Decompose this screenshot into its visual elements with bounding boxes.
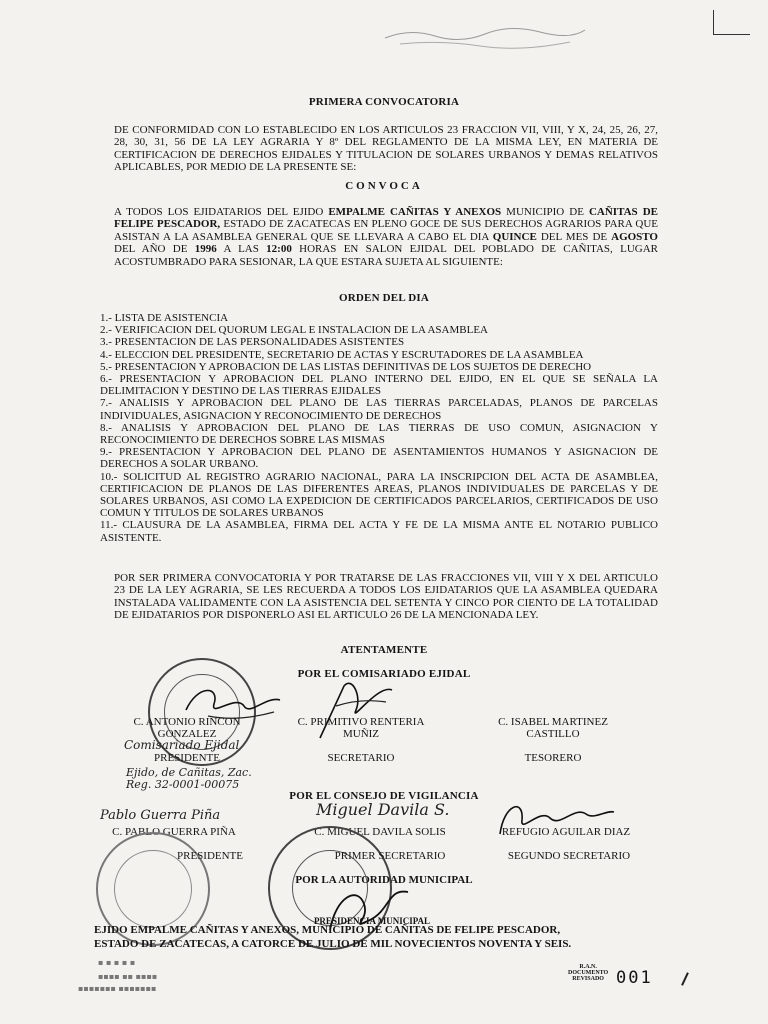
signature-davila: Miguel Davila S. xyxy=(316,800,450,819)
closing-paragraph: POR SER PRIMERA CONVOCATORIA Y POR TRATARSE DE LAS FRACCIONES VII, VIII Y X DEL ARTICULO 23 DE LA LEY AGRARIA, SE LES RECUERDA A TODOS LOS EJIDATARIOS QUE LA ASAMBLEA QUEDARA INSTALADA VALIDAMENTE CON LA ASISTENCIA DEL SETENTA Y CINCO POR CIENTO DE LA TOTALIDAD DE EJIDATARIOS POR DISPONERLO ASI EL ARTICULO 26 DE LA MENCIONADA LEY. xyxy=(114,572,658,622)
agenda-item: 2.- VERIFICACION DEL QUORUM LEGAL E INSTALACION DE LA ASAMBLEA xyxy=(100,324,488,337)
footer-line-2: ESTADO DE ZACATECAS, A CATORCE DE JULIO DE MIL NOVECIENTOS NOVENTA Y SEIS. xyxy=(94,938,572,950)
document-title: PRIMERA CONVOCATORIA xyxy=(308,96,460,108)
agenda-list xyxy=(100,312,658,544)
autoridad-heading: POR LA AUTORIDAD MUNICIPAL xyxy=(295,874,473,886)
orden-heading: ORDEN DEL DIA xyxy=(338,292,429,304)
vigilancia-segundo-secretario-role: SEGUNDO SECRETARIO xyxy=(507,850,631,862)
vigilancia-presidente-name: C. PABLO GUERRA PIÑA xyxy=(112,826,236,838)
signature-guerra: Pablo Guerra Piña xyxy=(100,808,221,823)
footer-line-1: EJIDO EMPALME CAÑITAS Y ANEXOS, MUNICIPIO DE CAÑITAS DE FELIPE PESCADOR, xyxy=(94,924,561,936)
faded-stamp-text-2: ▪▪▪▪ ▪▪ ▪▪▪▪ xyxy=(98,972,158,981)
comisariado-tesorero-role: TESORERO xyxy=(524,752,582,764)
comisariado-presidente-name: C. ANTONIO RINCON GONZALEZ xyxy=(133,716,241,740)
vigilancia-primer-secretario-name: C. MIGUEL DAVILA SOLIS xyxy=(314,826,446,838)
ejido-name: EMPALME CAÑITAS Y ANEXOS xyxy=(328,206,502,218)
meeting-day: QUINCE xyxy=(492,230,537,243)
vigilancia-primer-secretario-role: PRIMER SECRETARIO xyxy=(334,850,446,862)
comisariado-heading: POR EL COMISARIADO EJIDAL xyxy=(297,668,471,680)
stamp-line-2: Ejido, de Cañitas, Zac. xyxy=(126,766,252,779)
agenda-item: 8.- ANALISIS Y APROBACION DEL PLANO DE LAS TIERRAS DE USO COMUN, ASIGNACION Y RECONOCIMIENTO DE DERECHOS SOBRE LAS MISMAS xyxy=(100,421,658,447)
tick-mark xyxy=(681,972,689,986)
agenda-item: 11.- CLAUSURA DE LA ASAMBLEA, FIRMA DEL ACTA Y FE DE LA MISMA ANTE EL NOTARIO PUBLICO ASISTENTE. xyxy=(100,519,658,544)
convocation-body: A TODOS LOS EJIDATARIOS DEL EJIDO EMPALME CAÑITAS Y ANEXOS MUNICIPIO DE CAÑITAS DE FELIPE PESCADOR, ESTADO DE ZACATECAS EN PLENO GOCE DE SUS DERECHOS AGRARIOS PARA QUE ASISTAN A LA ASAMBLEA GENERAL QUE SE LLEVARA A CABO EL DIA QUINCE DEL MES DE AGOSTO DEL AÑO DE 1996 A LAS 12:00 HORAS EN SALON EJIDAL DEL POBLADO DE CAÑITAS, LUGAR ACOSTUMBRADO PARA SESIONAR, LA QUE ESTARA SUJETA AL SIGUIENTE: xyxy=(114,206,658,268)
convoca-heading: CONVOCA xyxy=(345,180,423,192)
vigilancia-presidente-role: PRESIDENTE xyxy=(177,850,243,862)
agenda-item: 5.- PRESENTACION Y APROBACION DE LAS LISTAS DEFINITIVAS DE LOS SUJETOS DE DERECHO xyxy=(100,360,592,373)
agenda-item: 10.- SOLICITUD AL REGISTRO AGRARIO NACIONAL, PARA LA INSCRIPCION DEL ACTA DE ASAMBLEA, CERTIFICACION DE PLANOS DE LAS DIFERENTES AREAS, PLANOS INDIVIDUALES DE PARCELAS Y DE SOLARES URBANOS, ASI COMO LA EXPEDICION DE CERTIFICADOS PARCELARIOS, CERTIFICADOS DE USO COMUN Y TITULOS DE SOLARES URBANOS xyxy=(100,470,658,520)
agenda-item: 9.- PRESENTACION Y APROBACION DEL PLANO DE ASENTAMIENTOS HUMANOS Y ASIGNACION DE DERECHOS A SOLAR URBANO. xyxy=(100,446,658,471)
intro-paragraph: DE CONFORMIDAD CON LO ESTABLECIDO EN LOS ARTICULOS 23 FRACCION VII, VIII, Y X, 24, 25, 26, 27, 28, 30, 31, 56 DE LA LEY AGRARIA Y 8º DEL REGLAMENTO DE LA MISMA LEY, EN MATERIA DE CERTIFICACION DE DERECHOS EJIDALES Y TITULACION DE SOLARES URBANOS Y DEMAS RELATIVOS APLICABLES, POR MEDIO DE LA PRESENTE SE: xyxy=(114,124,658,174)
vigilancia-heading: POR EL CONSEJO DE VIGILANCIA xyxy=(289,790,479,802)
meeting-year: 1996 xyxy=(194,243,217,256)
stamp-line-3: Reg. 32-0001-00075 xyxy=(126,778,240,791)
presidencia-label: PRESIDENCIA MUNICIPAL xyxy=(313,916,431,926)
vigilancia-segundo-secretario-name: REFUGIO AGUILAR DIAZ xyxy=(501,826,631,838)
meeting-hour: 12:00 xyxy=(266,243,292,256)
atentamente-heading: ATENTAMENTE xyxy=(340,644,428,656)
ran-stamp: R.A.N. DOCUMENTO REVISADO xyxy=(568,964,609,982)
comisariado-tesorero-name: C. ISABEL MARTINEZ CASTILLO xyxy=(498,716,608,740)
faded-stamp-text: ▪ ▪ ▪ ▪ ▪ xyxy=(98,958,136,967)
scan-scribble xyxy=(380,20,590,50)
page-number: 001 xyxy=(616,968,653,988)
comisariado-secretario-role: SECRETARIO xyxy=(327,752,395,764)
comisariado-secretario-name: C. PRIMITIVO RENTERIA MUÑIZ xyxy=(297,716,425,740)
stamp-line-1: Comisariado Ejidal xyxy=(124,738,240,752)
meeting-month: AGOSTO xyxy=(611,230,658,243)
agenda-item: 6.- PRESENTACION Y APROBACION DEL PLANO INTERNO DEL EJIDO, EN EL QUE SE SEÑALA LA DELIMITACION Y DESTINO DE LAS TIERRAS EJIDALES xyxy=(100,373,658,398)
agenda-item: 4.- ELECCION DEL PRESIDENTE, SECRETARIO DE ACTAS Y ESCRUTADORES DE LA ASAMBLEA xyxy=(100,348,584,361)
agenda-item: 1.- LISTA DE ASISTENCIA xyxy=(100,312,229,324)
comisariado-presidente-role: PRESIDENTE xyxy=(154,752,220,764)
faded-stamp-text-3: ▪▪▪▪▪▪▪ ▪▪▪▪▪▪▪ xyxy=(78,984,157,993)
corner-mark xyxy=(713,10,750,35)
agenda-item: 7.- ANALISIS Y APROBACION DEL PLANO DE LAS TIERRAS PARCELADAS, PLANOS DE PARCELAS INDIVIDUALES, ASIGNACION Y RECONOCIMIENTO DE DERECHOS xyxy=(100,397,658,422)
municipio-name: CAÑITAS DE FELIPE PESCADOR, xyxy=(114,206,658,231)
agenda-item: 3.- PRESENTACION DE LAS PERSONALIDADES ASISTENTES xyxy=(100,336,405,349)
